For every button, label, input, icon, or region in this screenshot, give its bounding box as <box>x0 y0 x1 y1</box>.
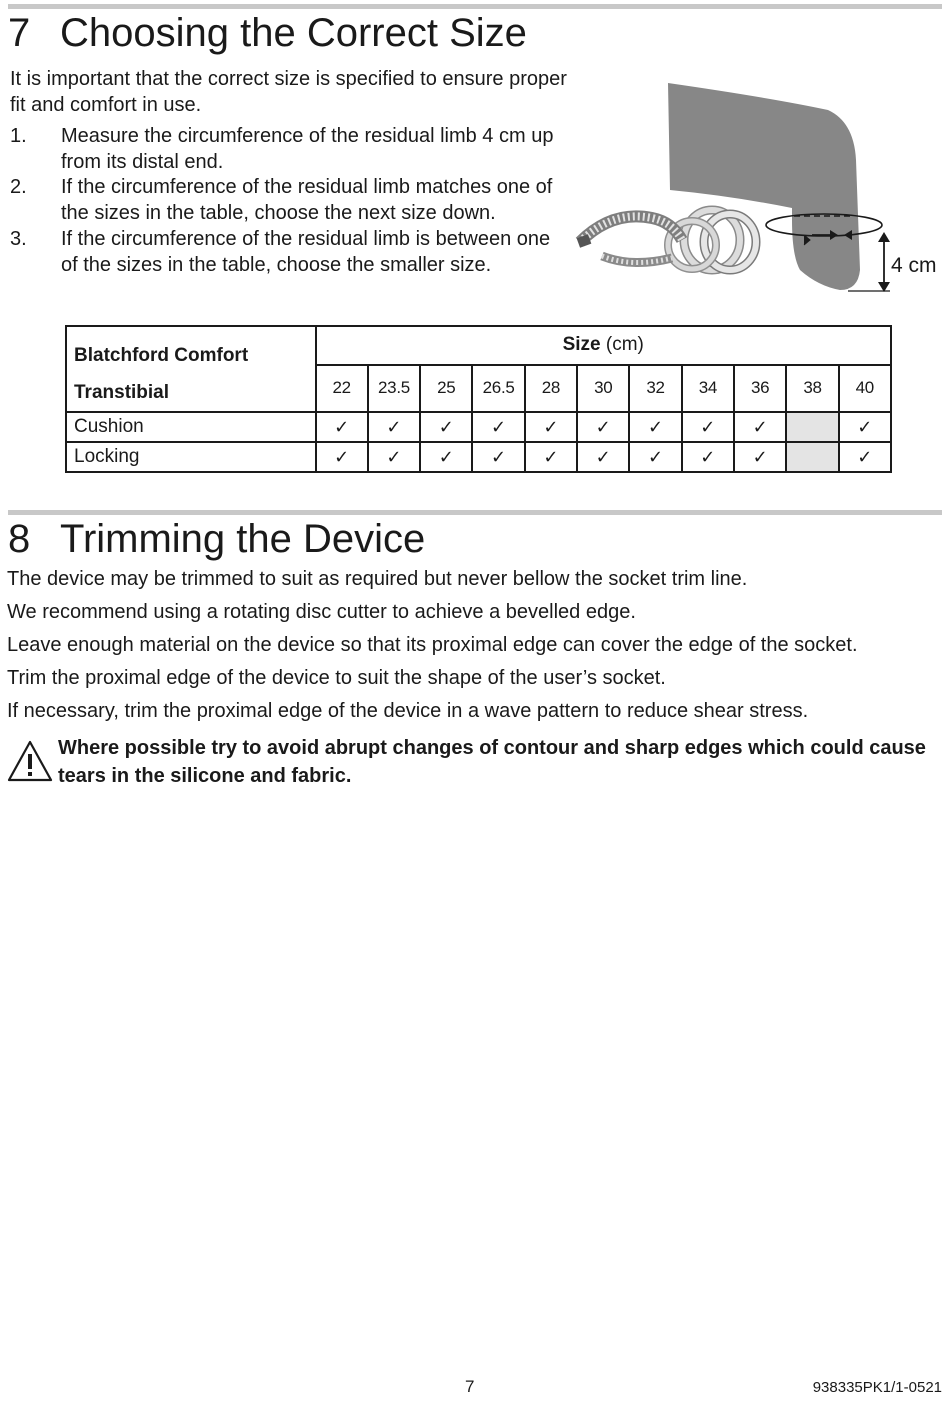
available-check: ✓ <box>734 442 786 472</box>
available-check: ✓ <box>839 412 891 442</box>
trimming-instructions <box>7 563 943 728</box>
size-cell: 25 <box>420 365 472 412</box>
section-number: 8 <box>8 517 31 561</box>
available-check: ✓ <box>316 442 368 472</box>
available-check: ✓ <box>629 412 681 442</box>
size-cell: 23.5 <box>368 365 420 412</box>
available-check: ✓ <box>682 412 734 442</box>
available-check: ✓ <box>577 412 629 442</box>
available-check: ✓ <box>420 412 472 442</box>
available-check: ✓ <box>629 442 681 472</box>
size-cell: 28 <box>525 365 577 412</box>
available-check: ✓ <box>525 442 577 472</box>
trim-paragraph: If necessary, trim the proximal edge of the device in a wave pattern to reduce shear stress. <box>7 700 809 722</box>
warning-icon <box>7 738 53 784</box>
size-cell: 32 <box>629 365 681 412</box>
step-number: 3. <box>10 227 27 250</box>
size-unit: (cm) <box>605 334 644 356</box>
trim-paragraph: Leave enough material on the device so that its proximal edge can cover the edge of the socket. <box>7 634 858 656</box>
section-number: 7 <box>8 11 31 55</box>
available-check: ✓ <box>525 412 577 442</box>
list-item <box>10 175 570 226</box>
available-check: ✓ <box>734 412 786 442</box>
warning-text: Where possible try to avoid abrupt changes of contour and sharp edges which could cause tears in the silicone and fabric. <box>58 737 926 787</box>
size-cell: 36 <box>734 365 786 412</box>
measurement-label: 4 cm <box>891 254 937 277</box>
size-table-body <box>66 412 891 472</box>
step-text: Measure the circumference of the residual limb 4 cm up from its distal end. <box>61 125 554 173</box>
step-text: If the circumference of the residual limb is between one of the sizes in the table, choose the smaller size. <box>61 227 551 276</box>
sizing-steps-list <box>10 124 570 278</box>
available-check: ✓ <box>368 412 420 442</box>
size-table <box>65 325 892 473</box>
available-check: ✓ <box>420 442 472 472</box>
available-check: ✓ <box>682 442 734 472</box>
available-check: ✓ <box>472 442 524 472</box>
trim-paragraph: Trim the proximal edge of the device to suit the shape of the user’s socket. <box>7 667 666 689</box>
size-cell: 22 <box>316 365 368 412</box>
product-name-line2: Transtibial <box>74 382 170 403</box>
section-title: Choosing the Correct Size <box>60 11 527 55</box>
intro-paragraph: It is important that the correct size is specified to ensure proper fit and comfort in use. <box>10 68 567 116</box>
available-check: ✓ <box>368 442 420 472</box>
step-text: If the circumference of the residual limb matches one of the sizes in the table, choose the next size down. <box>61 176 553 225</box>
row-label: Locking <box>66 442 316 472</box>
size-cell: 26.5 <box>472 365 524 412</box>
section-8-heading <box>8 516 425 562</box>
tape-measure-icon <box>577 210 756 270</box>
available-check: ✓ <box>577 442 629 472</box>
trim-paragraph: The device may be trimmed to suit as required but never bellow the socket trim line. <box>7 568 748 590</box>
list-item <box>10 124 570 175</box>
residual-limb-shape <box>668 83 860 290</box>
step-number: 1. <box>10 125 27 147</box>
step-number: 2. <box>10 176 27 199</box>
trim-paragraph: We recommend using a rotating disc cutter to achieve a bevelled edge. <box>7 601 636 623</box>
table-row <box>66 442 891 472</box>
document-reference: 938335PK1/1-0521 <box>812 1379 942 1396</box>
unavailable-cell <box>786 442 838 472</box>
section-title: Trimming the Device <box>60 517 426 561</box>
size-cell: 34 <box>682 365 734 412</box>
product-name-line1: Blatchford Comfort <box>74 345 249 366</box>
size-heading: Size <box>562 334 601 356</box>
unavailable-cell <box>786 412 838 442</box>
available-check: ✓ <box>472 412 524 442</box>
section-divider <box>8 4 942 9</box>
table-row <box>66 412 891 442</box>
page-number: 7 <box>465 1377 475 1396</box>
section-7-heading <box>8 10 527 56</box>
size-cell: 40 <box>839 365 891 412</box>
available-check: ✓ <box>839 442 891 472</box>
size-column-header <box>316 326 892 365</box>
residual-limb-measurement-illustration <box>572 80 944 302</box>
available-check: ✓ <box>316 412 368 442</box>
warning-note <box>7 734 943 790</box>
row-label: Cushion <box>66 412 316 442</box>
list-item <box>10 227 570 278</box>
size-cell: 38 <box>786 365 838 412</box>
section-divider <box>8 510 942 515</box>
size-cell: 30 <box>577 365 629 412</box>
product-name-cell <box>66 326 316 412</box>
